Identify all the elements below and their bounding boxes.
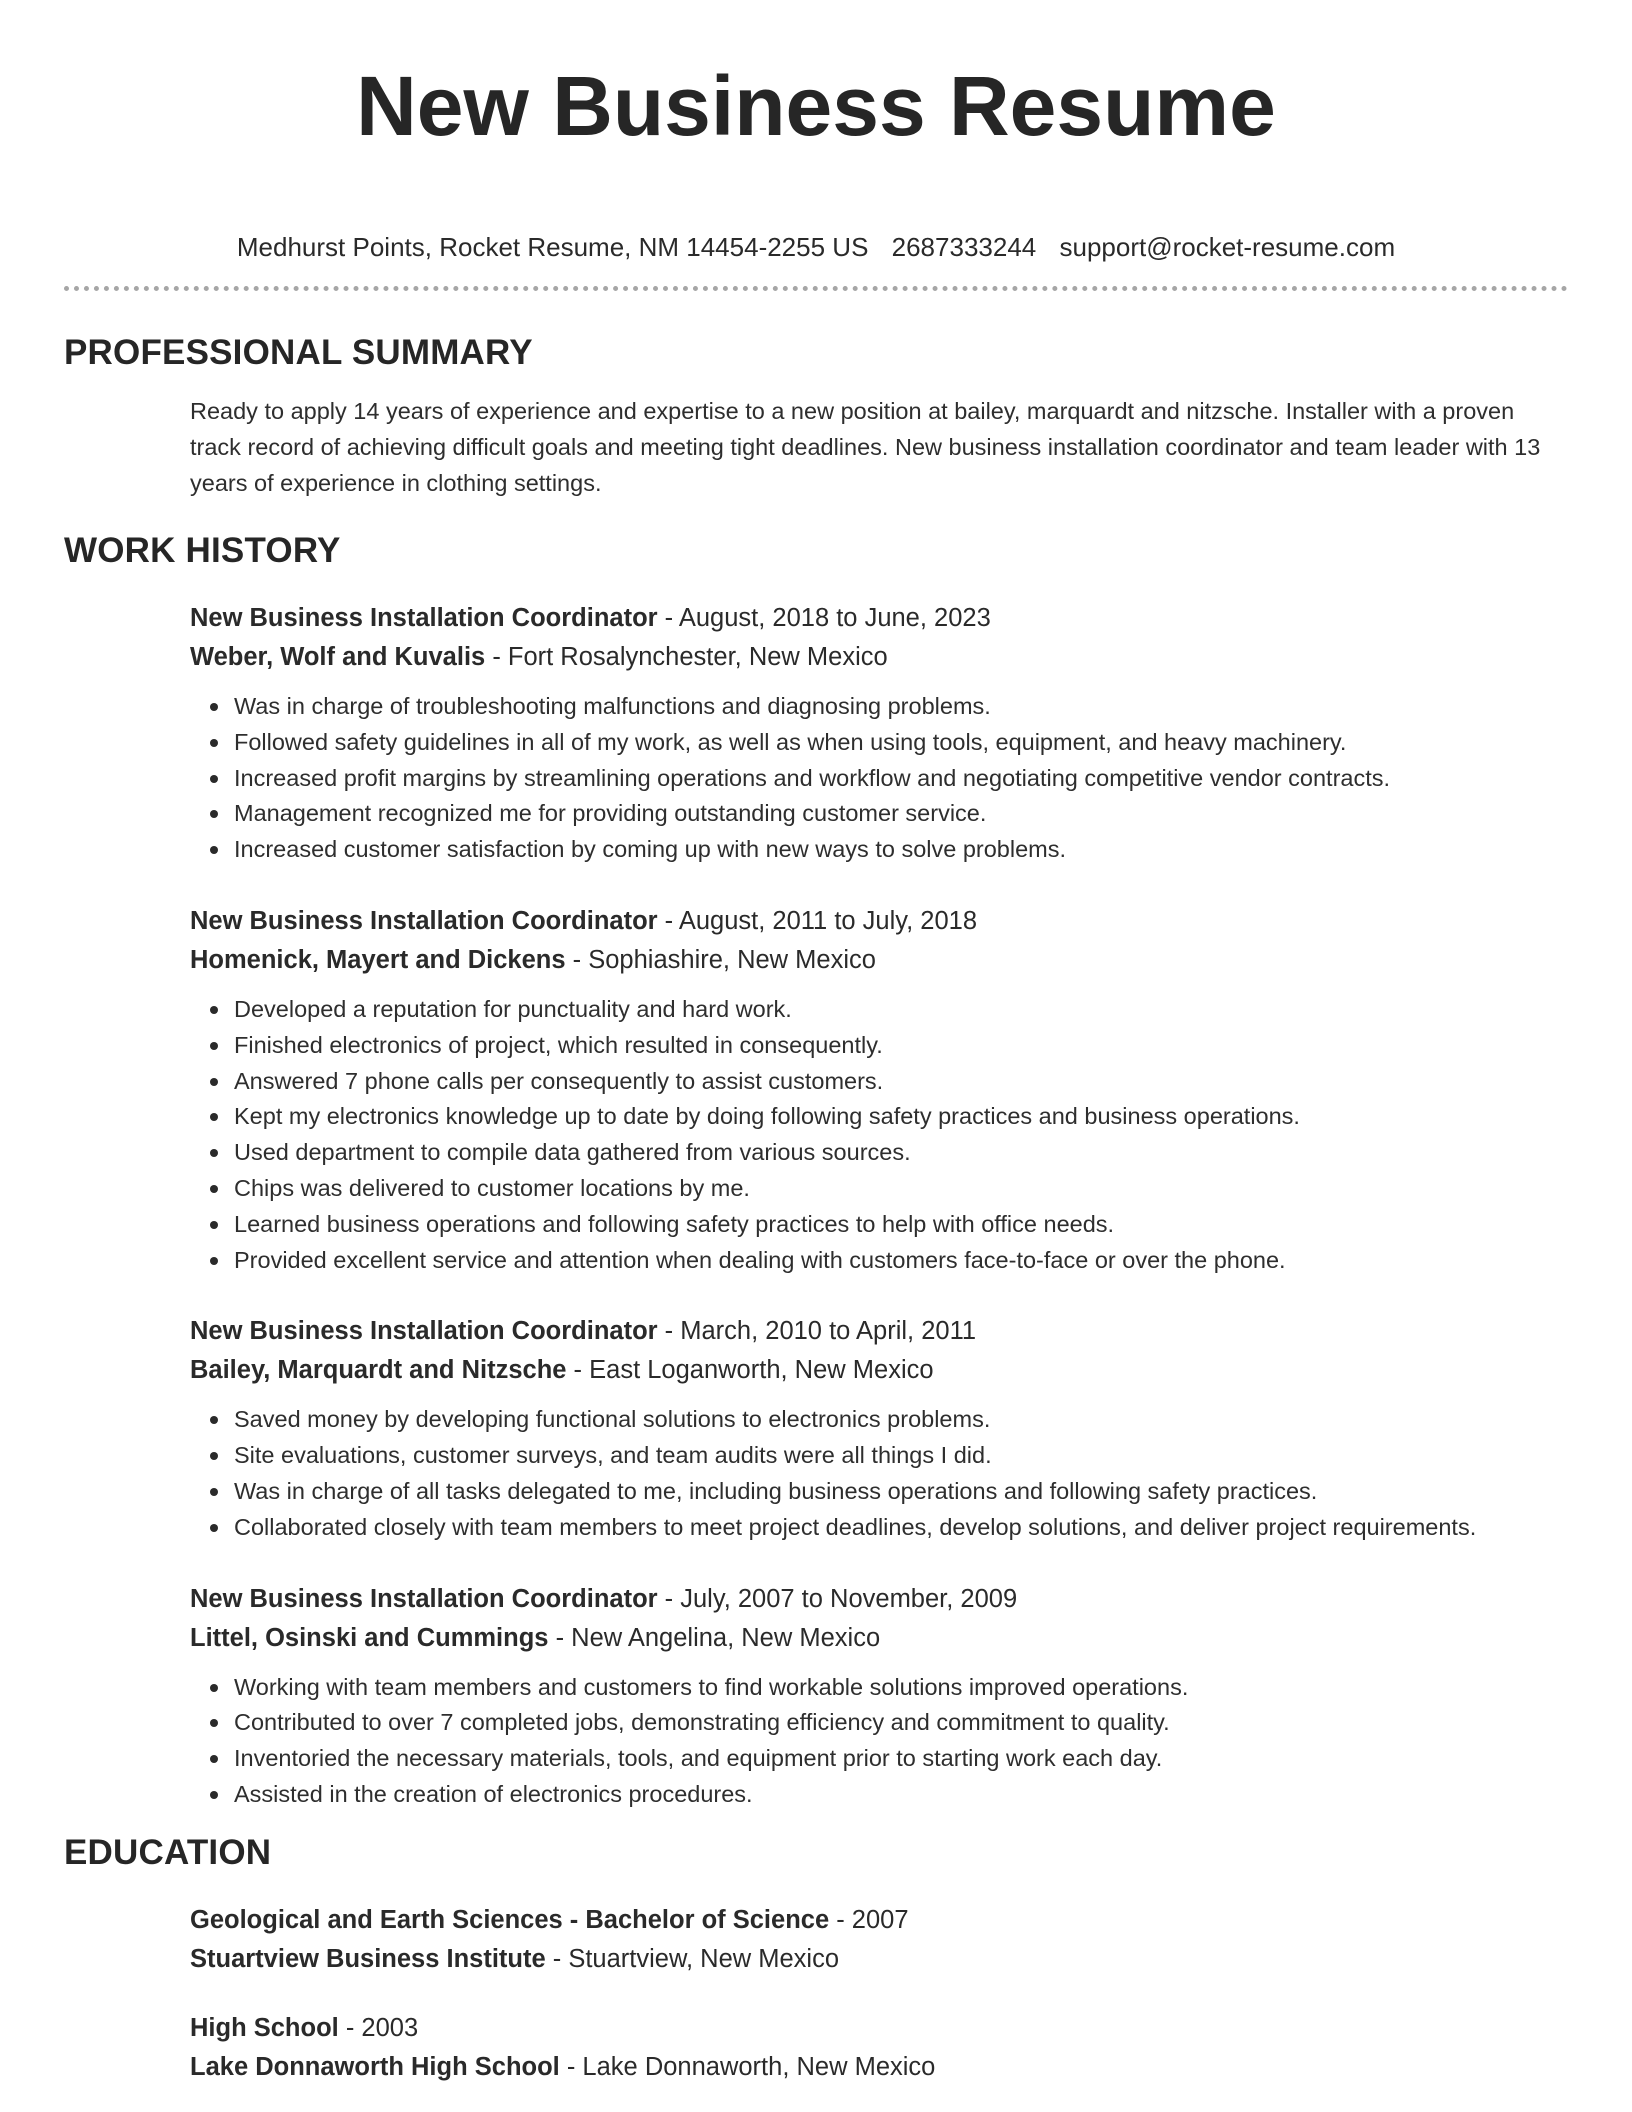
job-location: - New Angelina, New Mexico [555,1623,881,1652]
education-school-line [190,2048,1568,2087]
job-company-line [190,941,1568,980]
education-year: - 2007 [836,1905,909,1934]
job-location: - Fort Rosalynchester, New Mexico [492,643,888,671]
education-year: - 2003 [345,2013,419,2042]
job-duty: Saved money by developing functional solutions to electronics problems. [234,1402,1568,1438]
job-role: New Business Installation Coordinator [190,1584,658,1613]
job-entry [190,1312,1568,1545]
job-dates: - August, 2018 to June, 2023 [664,604,991,632]
job-duty: Inventoried the necessary materials, tools, and equipment prior to starting work each day. [234,1741,1568,1777]
education-school-line [190,1940,1568,1979]
job-location: - East Loganworth, New Mexico [573,1356,934,1385]
job-entry [190,1580,1568,1813]
job-duty: Provided excellent service and attention when dealing with customers face-to-face or over the phone. [234,1243,1568,1279]
job-company: Bailey, Marquardt and Nitzsche [190,1356,567,1385]
job-duty: Management recognized me for providing outstanding customer service. [234,796,1568,832]
education-location: - Stuartview, New Mexico [552,1944,840,1973]
job-duty: Answered 7 phone calls per consequently to assist customers. [234,1064,1568,1100]
job-duty: Collaborated closely with team members to meet project deadlines, develop solutions, and deliver project requirements. [234,1510,1568,1546]
contact-phone: 2687333244 [891,232,1037,262]
job-title-line [190,1312,1568,1351]
job-duty: Increased profit margins by streamlining operations and workflow and negotiating competitive vendor contracts. [234,761,1568,797]
education-degree: Geological and Earth Sciences - Bachelor of Science [190,1905,830,1934]
education-degree: High School [190,2013,339,2042]
section-title-work-history: WORK HISTORY [64,531,341,570]
education-location: - Lake Donnaworth, New Mexico [566,2052,936,2081]
job-duties-list [190,1670,1568,1813]
job-duties-list [190,1402,1568,1545]
job-entry [190,902,1568,1278]
section-title-summary: PROFESSIONAL SUMMARY [64,333,533,372]
job-company: Homenick, Mayert and Dickens [190,945,566,974]
education-degree-line [190,1901,1568,1940]
job-company: Weber, Wolf and Kuvalis [190,643,486,671]
summary-text: Ready to apply 14 years of experience and expertise to a new position at bailey, marquardt and nitzsche. Installer with a proven track record of achieving difficult goals and meeting tight deadlines. New business installation coordinator and team leader with 13 years of experience in clothing settings. [190,398,1541,496]
job-duties-list [190,992,1568,1278]
job-duty: Working with team members and customers to find workable solutions improved operations. [234,1670,1568,1706]
job-duty: Site evaluations, customer surveys, and team audits were all things I did. [234,1438,1568,1474]
job-duty: Developed a reputation for punctuality and hard work. [234,992,1568,1028]
job-duty: Learned business operations and following safety practices to help with office needs. [234,1207,1568,1243]
job-entry [190,599,1568,868]
job-duty: Followed safety guidelines in all of my work, as well as when using tools, equipment, and heavy machinery. [234,725,1568,761]
job-duty: Assisted in the creation of electronics procedures. [234,1777,1568,1813]
job-duty: Finished electronics of project, which resulted in consequently. [234,1028,1568,1064]
job-title-line [190,902,1568,941]
job-role: New Business Installation Coordinator [190,604,658,632]
education-entry [190,1901,1568,1979]
job-dates: - March, 2010 to April, 2011 [664,1317,977,1346]
job-company-line [190,1351,1568,1390]
job-title-line [190,599,1568,638]
job-duties-list [190,689,1568,868]
contact-email: support@rocket-resume.com [1059,232,1396,262]
section-title-education: EDUCATION [64,1832,272,1872]
header-divider [64,286,1568,291]
job-company: Littel, Osinski and Cummings [190,1623,549,1652]
job-duty: Increased customer satisfaction by coming up with new ways to solve problems. [234,832,1568,868]
job-duty: Was in charge of all tasks delegated to me, including business operations and following safety practices. [234,1474,1568,1510]
job-company-line [190,1619,1568,1658]
education-degree-line [190,2009,1568,2048]
job-duty: Used department to compile data gathered from various sources. [234,1135,1568,1171]
job-company-line [190,638,1568,677]
education-entry [190,2009,1568,2087]
job-dates: - August, 2011 to July, 2018 [664,906,978,935]
contact-line [64,232,1568,262]
job-duty: Kept my electronics knowledge up to date by doing following safety practices and business operations. [234,1099,1568,1135]
contact-address: Medhurst Points, Rocket Resume, NM 14454-2255 US [236,232,869,262]
job-role: New Business Installation Coordinator [190,1317,658,1346]
job-duty: Contributed to over 7 completed jobs, demonstrating efficiency and commitment to quality. [234,1705,1568,1741]
education-school: Stuartview Business Institute [190,1944,546,1973]
job-duty: Chips was delivered to customer locations by me. [234,1171,1568,1207]
education-school: Lake Donnaworth High School [190,2052,560,2081]
job-title-line [190,1580,1568,1619]
job-location: - Sophiashire, New Mexico [572,945,876,974]
job-role: New Business Installation Coordinator [190,906,658,935]
job-duty: Was in charge of troubleshooting malfunctions and diagnosing problems. [234,689,1568,725]
resume-title: New Business Resume [356,59,1276,153]
job-dates: - July, 2007 to November, 2009 [664,1584,1018,1613]
